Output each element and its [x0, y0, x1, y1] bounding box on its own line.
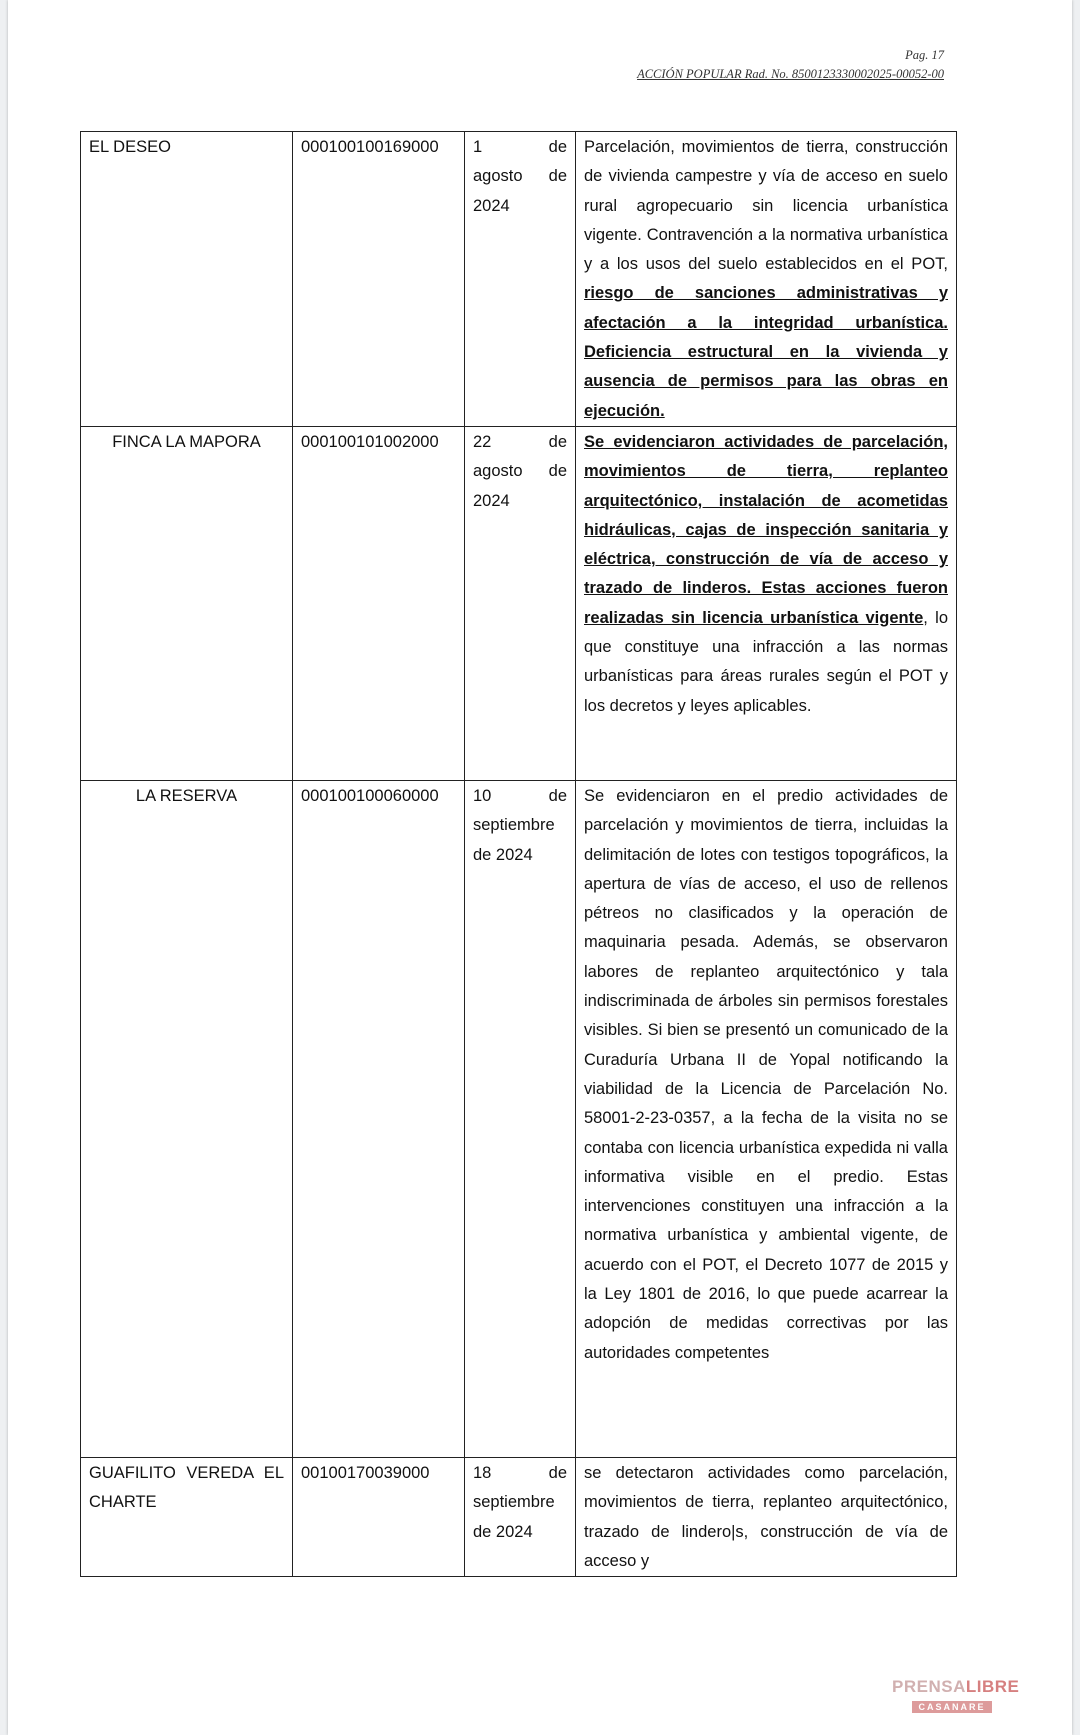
date-month: septiembre: [473, 1493, 555, 1512]
document-page: [8, 0, 1072, 1735]
table-row: [81, 1457, 957, 1576]
date-day: 18: [473, 1463, 492, 1482]
date-cell: [465, 426, 576, 780]
property-code-cell: [293, 426, 465, 780]
date-cell: [465, 780, 576, 1457]
date-day: 1: [473, 138, 483, 156]
property-code-cell: [293, 780, 465, 1457]
cadastral-code: 000100101002000: [301, 432, 439, 451]
description-text: Se evidenciaron en el predio actividades de parcelación y movimientos de tierra, incluidas la delimitación de lotes con testigos topográficos, la apertura de vías de acceso, el uso de rellenos pétreos no clasificados y la operación de maquinaria pesada. Además, se observaron labores de replanteo arquitectónico y tala indiscriminada de árboles sin permisos forestales visibles. Si bien se presentó un comunicado de la Curaduría Urbana II de Yopal notificando la viabilidad de la Licencia de Parcelación No. 58001-2-23-0357, a la fecha de la visita no se contaba con licencia urbanística expedida ni valla informativa visible en el predio. Estas intervenciones constituyen una infracción a la normativa urbanística y ambiental vigente, de acuerdo con el POT, el Decreto 1077 de 2015 y la Ley 1801 de 2016, lo que puede acarrear la adopción de medidas correctivas por las autoridades competentes: [584, 786, 948, 1362]
description-text: se detectaron actividades como parcelación, movimientos de tierra, replanteo arquitectónico, trazado de lindero|s, construcción de vía de acceso y: [584, 1463, 948, 1570]
date-year: de 2024: [473, 845, 533, 864]
cadastral-code: 00100170039000: [301, 1463, 430, 1482]
date-cell: [465, 1457, 576, 1576]
date-month: agosto: [473, 167, 523, 186]
description-cell: [576, 132, 957, 427]
date-de: de: [548, 462, 567, 481]
property-name-cell: [81, 780, 293, 1457]
date-year: 2024: [473, 196, 510, 215]
date-de: de: [548, 167, 567, 186]
date-de: de: [548, 138, 567, 156]
property-code-cell: [293, 132, 465, 427]
watermark-word-1: PRENSA: [892, 1677, 966, 1696]
description-text: , lo que constituye una infracción a las normas urbanísticas para áreas rurales según el POT y los decretos y leyes aplicables.: [584, 608, 948, 715]
description-text: Parcelación, movimientos de tierra, construcción de vivienda campestre y vía de acceso en suelo rural agropecuario sin licencia urbanística vigente. Contravención a la normativa urbanística y a los usos del suelo establecidos en el POT,: [584, 138, 948, 274]
description-cell: [576, 780, 957, 1457]
date-month: agosto: [473, 462, 523, 481]
property-name: EL DESEO: [89, 138, 171, 156]
page-number: Pag. 17: [905, 48, 944, 62]
table-row: [81, 426, 957, 780]
page-header: [637, 46, 944, 84]
date-year: de 2024: [473, 1522, 533, 1541]
date-de: de: [548, 786, 567, 805]
description-emphasis: riesgo de sanciones administrativas y afectación a la integridad urbanística. Deficiencia estructural en la vivienda y ausencia de permisos para las obras en ejecución.: [584, 284, 948, 420]
property-name: GUAFILITO VEREDA EL CHARTE: [89, 1463, 284, 1512]
description-cell: [576, 1457, 957, 1576]
description-emphasis: Se evidenciaron actividades de parcelación, movimientos de tierra, replanteo arquitectónico, instalación de acometidas hidráulicas, cajas de inspección sanitaria y eléctrica, construcción de vía de acceso y trazado de linderos. Estas acciones fueron realizadas sin licencia urbanística vigente: [584, 432, 948, 627]
date-month: septiembre: [473, 816, 555, 835]
cadastral-code: 000100100169000: [301, 138, 439, 156]
properties-table: [80, 131, 957, 1577]
watermark-subtitle: CASANARE: [912, 1701, 991, 1713]
date-cell: [465, 132, 576, 427]
description-cell: [576, 426, 957, 780]
property-name: LA RESERVA: [135, 786, 238, 805]
property-name-cell: [81, 1457, 293, 1576]
cadastral-code: 000100100060000: [301, 786, 439, 805]
property-name-cell: [81, 132, 293, 427]
date-year: 2024: [473, 491, 510, 510]
date-de: de: [548, 1463, 567, 1482]
date-de: de: [548, 432, 567, 451]
property-name: FINCA LA MAPORA: [112, 432, 261, 451]
property-name-cell: [81, 426, 293, 780]
table-row: [81, 780, 957, 1457]
date-day: 10: [473, 786, 492, 805]
case-reference: ACCIÓN POPULAR Rad. No. 8500123330002025-00052-00: [637, 67, 944, 81]
watermark-logo: [892, 1677, 1020, 1715]
property-code-cell: [293, 1457, 465, 1576]
watermark-word-2: LIBRE: [965, 1677, 1020, 1696]
date-day: 22: [473, 432, 492, 451]
table-row: [81, 132, 957, 427]
